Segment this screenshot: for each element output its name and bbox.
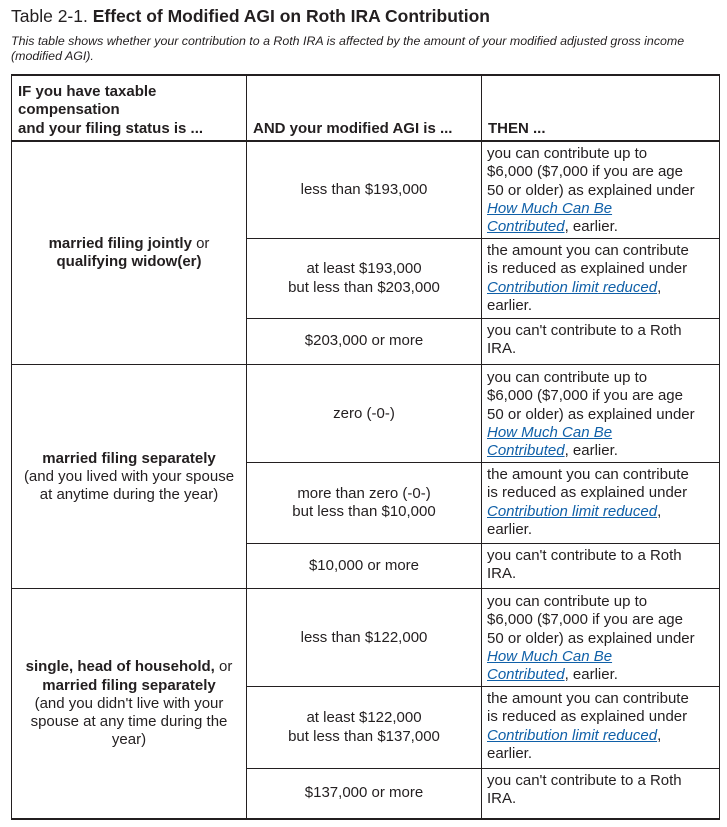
agi-range: less than $122,000 — [300, 628, 428, 646]
table-caption: This table shows whether your contribution to a Roth IRA is affected by the amount of your modified adjusted gross income (modified AGI). — [11, 34, 685, 63]
then-text: $6,000 ($7,000 if you are age — [487, 387, 683, 405]
then-text: $6,000 ($7,000 if you are age — [487, 163, 683, 181]
table-number: Table 2-1. — [11, 6, 88, 26]
then-text: $6,000 ($7,000 if you are age — [487, 611, 683, 629]
then-text: you can contribute up to — [487, 369, 648, 386]
filing-status-or: or — [214, 658, 233, 676]
modified-agi-cell — [247, 769, 481, 818]
then-text: , earlier. — [564, 442, 618, 460]
modified-agi-cell — [247, 239, 481, 318]
then-text: the amount you can contribute — [487, 242, 689, 259]
then-text: 50 or older) as explained under — [487, 629, 695, 647]
table-rule — [719, 74, 720, 818]
agi-range: less than $193,000 — [300, 180, 428, 198]
then-text: the amount you can contribute — [487, 690, 689, 707]
then-cell — [482, 319, 719, 364]
filing-status-note: spouse at any time during the — [30, 713, 228, 731]
header-then — [482, 76, 719, 140]
then-text — [487, 503, 715, 521]
modified-agi-cell — [247, 319, 481, 364]
then-text: IRA. — [487, 340, 517, 358]
then-cell — [482, 366, 719, 462]
modified-agi-cell — [247, 463, 481, 543]
how-much-can-be-contributed-link[interactable]: How Much Can Be — [487, 199, 613, 217]
filing-status-bold: single, head of household, — [25, 658, 215, 676]
agi-range: more than zero (-0-) — [297, 484, 431, 502]
filing-status-cell — [12, 590, 246, 818]
then-cell — [482, 590, 719, 686]
then-text: is reduced as explained under — [487, 708, 688, 726]
filing-status-note: (and you lived with your spouse — [23, 467, 235, 485]
header-filing-status — [12, 76, 246, 140]
header-text: THEN ... — [488, 119, 546, 137]
then-text: you can't contribute to a Roth — [487, 772, 682, 789]
then-cell — [482, 687, 719, 768]
filing-status-line — [49, 235, 210, 253]
filing-status-line — [26, 658, 233, 676]
table-title-text: Effect of Modified AGI on Roth IRA Contribution — [92, 6, 490, 26]
filing-status-bold: qualifying widow(er) — [56, 253, 202, 270]
agi-range: at least $122,000 — [306, 709, 422, 727]
filing-status-cell — [12, 366, 246, 588]
agi-range: $137,000 or more — [304, 784, 424, 802]
modified-agi-cell — [247, 544, 481, 588]
agi-range: $10,000 or more — [308, 556, 420, 574]
then-text: you can't contribute to a Roth — [487, 322, 682, 339]
filing-status-bold: married filing separately — [42, 449, 216, 467]
then-cell — [482, 239, 719, 318]
table-rule — [11, 588, 720, 589]
modified-agi-cell — [247, 687, 481, 768]
modified-agi-cell — [247, 142, 481, 238]
then-text: 50 or older) as explained under — [487, 405, 695, 423]
header-line: compensation — [18, 101, 120, 119]
then-text — [487, 666, 715, 684]
then-text — [487, 442, 715, 460]
agi-range: but less than $203,000 — [288, 278, 440, 296]
then-text — [487, 727, 715, 745]
then-text — [487, 279, 715, 297]
then-text: is reduced as explained under — [487, 484, 688, 502]
table-rule — [11, 818, 720, 820]
table-title — [11, 5, 490, 27]
then-text: , — [657, 502, 662, 520]
then-text: you can't contribute to a Roth — [487, 547, 682, 564]
header-modified-agi — [247, 76, 481, 140]
then-cell — [482, 769, 719, 818]
then-text — [487, 218, 715, 236]
contribution-limit-reduced-link[interactable]: Contribution limit reduced — [487, 278, 658, 296]
how-much-can-be-contributed-link[interactable]: How Much Can Be — [487, 423, 613, 441]
then-text: you can contribute up to — [487, 145, 648, 162]
then-text: IRA. — [487, 790, 517, 808]
agi-range: zero (-0-) — [333, 404, 395, 422]
filing-status-cell — [12, 142, 246, 364]
how-much-can-be-contributed-link[interactable]: Contributed — [487, 218, 565, 236]
contribution-limit-reduced-link[interactable]: Contribution limit reduced — [487, 726, 658, 744]
then-text: , earlier. — [564, 666, 618, 684]
then-text: you can contribute up to — [487, 593, 648, 610]
then-text: earlier. — [487, 744, 533, 762]
then-cell — [482, 463, 719, 543]
then-text: 50 or older) as explained under — [487, 181, 695, 199]
then-text: earlier. — [487, 296, 533, 314]
filing-status-note: year) — [111, 731, 147, 749]
then-cell — [482, 544, 719, 588]
filing-status-note: at anytime during the year) — [39, 486, 219, 504]
header-line: IF you have taxable — [18, 83, 157, 101]
then-text: , — [657, 726, 662, 744]
filing-status-or: or — [191, 234, 210, 252]
then-cell — [482, 142, 719, 238]
agi-range: but less than $137,000 — [288, 727, 440, 745]
header-line: and your filing status is ... — [18, 119, 204, 137]
how-much-can-be-contributed-link[interactable]: How Much Can Be — [487, 647, 613, 665]
then-text: the amount you can contribute — [487, 466, 689, 483]
then-text: IRA. — [487, 565, 517, 583]
modified-agi-cell — [247, 590, 481, 686]
then-text: , earlier. — [564, 218, 618, 236]
how-much-can-be-contributed-link[interactable]: Contributed — [487, 666, 565, 684]
agi-range: but less than $10,000 — [292, 503, 436, 520]
then-text: , — [657, 278, 662, 296]
how-much-can-be-contributed-link[interactable]: Contributed — [487, 442, 565, 460]
agi-range: $203,000 or more — [304, 332, 424, 350]
modified-agi-cell — [247, 366, 481, 462]
contribution-limit-reduced-link[interactable]: Contribution limit reduced — [487, 502, 658, 520]
then-text: is reduced as explained under — [487, 260, 688, 278]
filing-status-bold: married filing jointly — [48, 234, 192, 252]
filing-status-bold: married filing separately — [42, 676, 216, 694]
filing-status-note: (and you didn't live with your — [34, 694, 224, 712]
filing-status-line — [42, 450, 215, 468]
then-text: earlier. — [487, 520, 533, 538]
table-rule — [11, 364, 720, 365]
agi-range: at least $193,000 — [306, 260, 422, 278]
header-text: AND your modified AGI is ... — [253, 119, 453, 137]
